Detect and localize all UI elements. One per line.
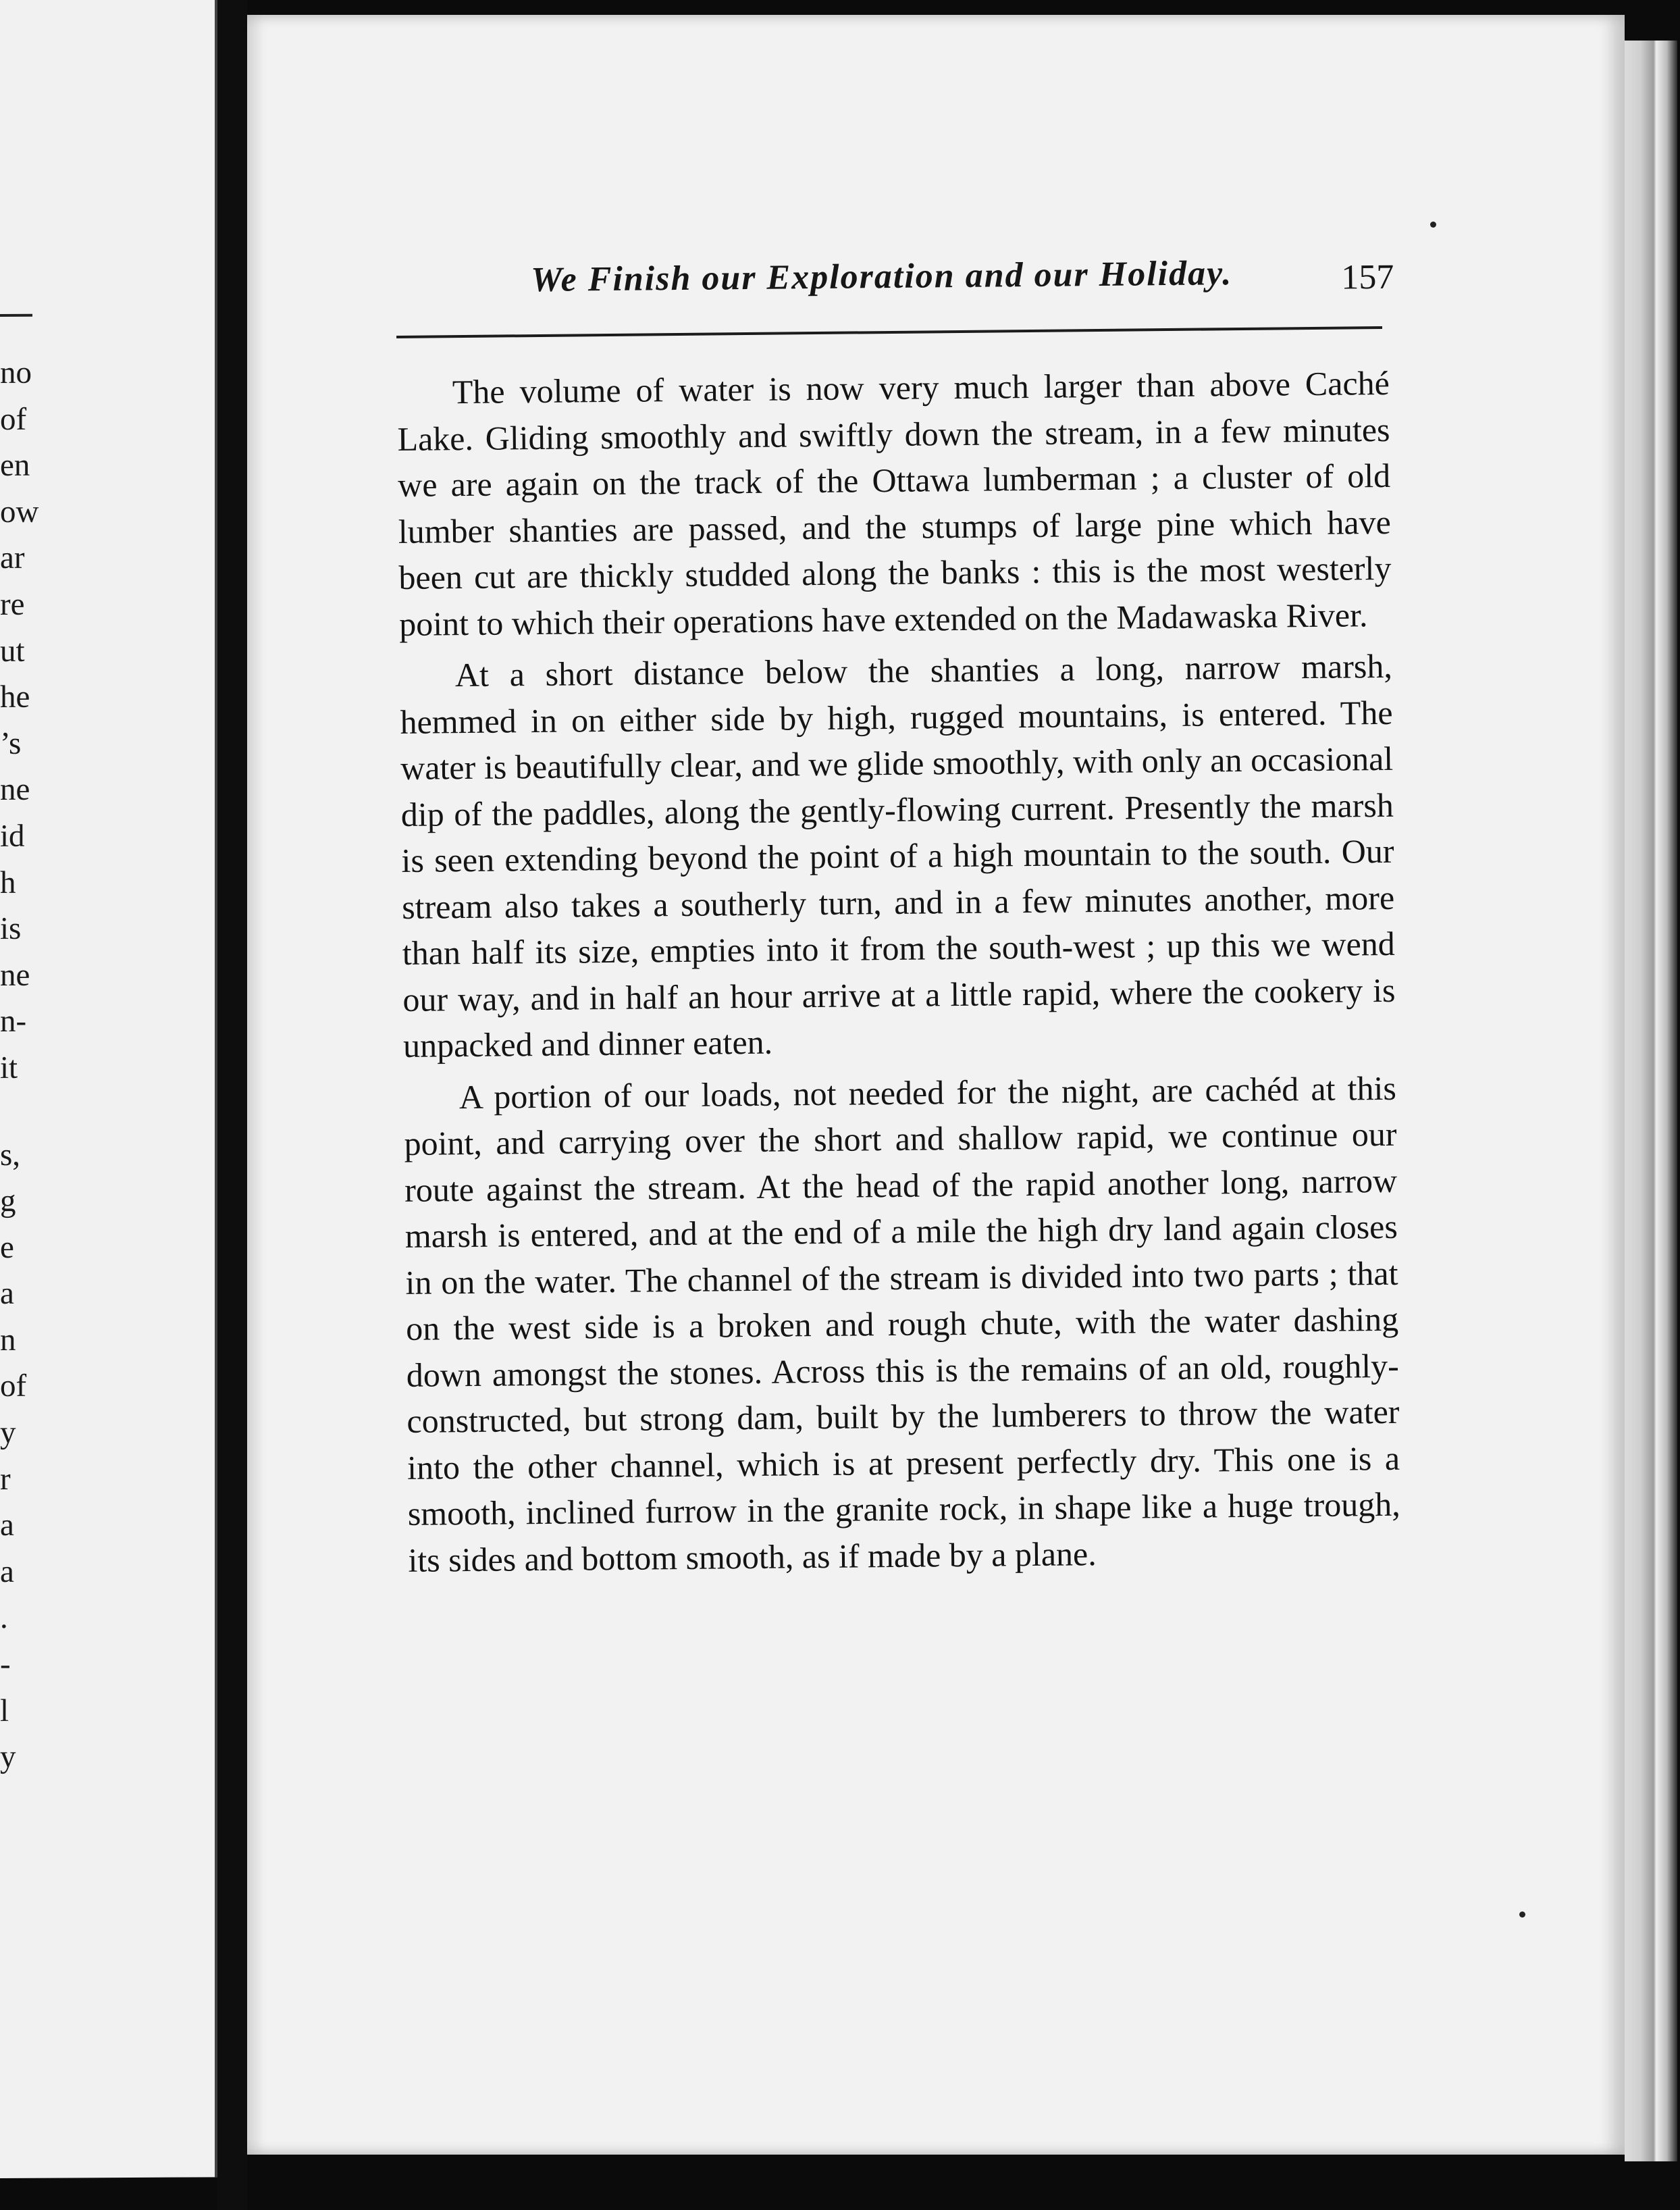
book-gutter	[217, 0, 247, 2210]
line-ending: y	[0, 1414, 16, 1451]
line-ending: ut	[0, 633, 25, 669]
paragraph: At a short distance below the shanties a long, narrow marsh, hemmed in on either side by high, rugged mountains, is entered. The water is beautifully clear, and we glide smoothly, with only an occasional dip of the paddles, along the gently-flowing current. Presently the marsh is seen extending beyond the point of a high mountain to the south. Our stream also takes a southerly turn, and in a few minutes another, more than half its size, empties into it from the south-west ; up this we wend our way, and in half an hour arrive at a little rapid, where the cookery is unpacked and dinner eaten.	[400, 646, 1396, 1064]
line-ending: ow	[0, 494, 39, 530]
line-ending: -	[0, 1646, 11, 1682]
previous-page-line-endings	[0, 350, 41, 1780]
line-ending: e	[0, 1229, 14, 1265]
line-ending: r	[0, 1461, 11, 1497]
line-ending: g	[0, 1183, 16, 1219]
paragraph-gap	[0, 1091, 41, 1131]
page-edge-stack	[1625, 41, 1677, 2161]
previous-page-fragment	[0, 0, 217, 2178]
line-ending: ’s	[0, 725, 22, 761]
line-ending: no	[0, 355, 32, 390]
line-ending: n-	[0, 1004, 27, 1039]
line-ending: a	[0, 1553, 14, 1589]
line-ending: y	[0, 1739, 16, 1775]
line-ending: of	[0, 401, 27, 437]
page-number: 157	[1341, 257, 1394, 297]
line-ending: it	[0, 1050, 18, 1085]
book-page	[247, 15, 1625, 2155]
paragraph: A portion of our loads, not needed for the night, are cachéd at this point, and carrying over the short and shallow rapid, we continue our route against the stream. At the head of the rapid another long, narrow marsh is entered, and at the end of a mile the high dry land again closes in on the water. The channel of the stream is divided into two parts ; that on the west side is a broken and rough chute, with the water dashing down amongst the stones. Across this is the remains of an old, roughly-constructed, but strong dam, built by the lumberers to throw the water into the other channel, which is at present perfectly dry. This one is a smooth, inclined furrow in the granite rock, in shape like a huge trough, its sides and bottom smooth, as if made by a plane.	[404, 1069, 1400, 1579]
line-ending: l	[0, 1693, 9, 1728]
dust-speck	[1430, 222, 1436, 228]
line-ending: id	[0, 818, 25, 854]
previous-page-rule	[0, 314, 32, 317]
line-ending: of	[0, 1368, 27, 1404]
paragraph: The volume of water is now very much larger than above Caché Lake. Gliding smoothly and swiftly down the stream, in a few minutes we are again on the track of the Ottawa lumberman ; a cluster of old lumber shanties are passed, and the stumps of large pine which have been cut are thickly studded along the banks : this is the most westerly point to which their operations have extended on the Madawaska River.	[397, 363, 1392, 643]
body-text	[397, 360, 1401, 1589]
dust-speck	[1519, 1911, 1525, 1918]
line-ending: ne	[0, 772, 30, 808]
running-title: We Finish our Exploration and our Holiday.	[531, 254, 1233, 300]
line-ending: ne	[0, 957, 30, 993]
page-content	[396, 249, 1659, 1579]
line-ending: he	[0, 679, 30, 715]
line-ending: is	[0, 910, 22, 947]
line-ending: a	[0, 1276, 14, 1312]
line-ending: a	[0, 1508, 14, 1543]
running-head	[396, 249, 1659, 341]
line-ending: h	[0, 865, 16, 900]
header-rule	[396, 326, 1382, 338]
line-ending: ar	[0, 540, 25, 576]
line-ending: .	[0, 1600, 8, 1636]
line-ending: re	[0, 586, 25, 622]
line-ending: s,	[0, 1137, 21, 1173]
line-ending: en	[0, 447, 30, 484]
line-ending: n	[0, 1322, 16, 1358]
